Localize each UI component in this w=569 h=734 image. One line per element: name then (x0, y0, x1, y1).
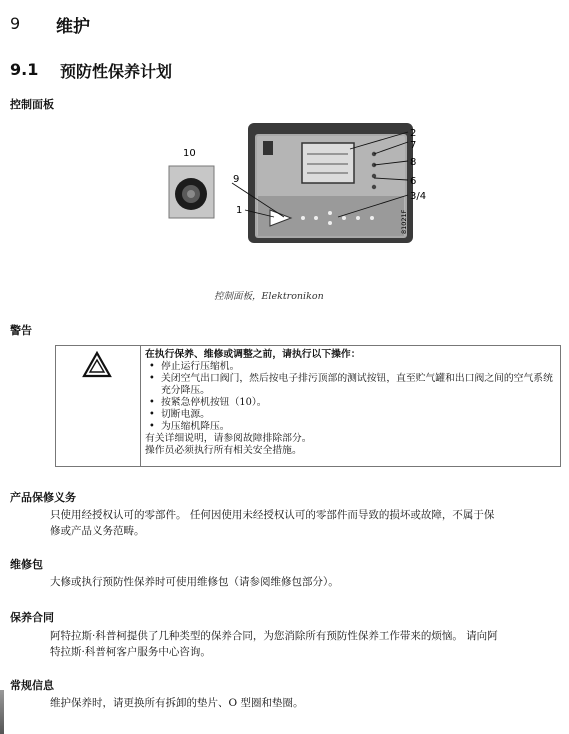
warranty-line-1: 只使用经授权认可的零部件。 任何因使用未经授权认可的零部件而导致的损坏或故障，不属于保 (50, 509, 495, 521)
section-title: 预防性保养计划 (60, 62, 173, 81)
warning-triangle-icon (82, 351, 112, 379)
callout-1: 1 (236, 205, 243, 216)
warranty-heading: 产品保修义务 (10, 491, 76, 504)
callout-3-4: 3/4 (410, 191, 427, 202)
warranty-line-2: 修或产品义务范畴。 (50, 525, 145, 537)
section-number: 9.1 (10, 60, 39, 79)
warning-footer-1: 有关详细说明，请参阅故障排除部分。 (145, 433, 312, 444)
warning-intro: 在执行保养、维修或调整之前，请执行以下操作： (145, 349, 361, 360)
page-edge-shadow (0, 690, 4, 734)
panel-code: 81021F (400, 209, 408, 234)
warning-item: • 切断电源。 (145, 409, 557, 421)
emergency-stop-button-figure (169, 166, 214, 218)
warning-item: • 为压缩机降压。 (145, 421, 557, 433)
callout-9: 9 (233, 174, 240, 185)
general-text: 维护保养时，请更换所有拆卸的垫片、O 型圈和垫圈。 (50, 697, 304, 709)
controller-figure (248, 123, 413, 243)
warning-box (55, 345, 561, 467)
chapter-number: 9 (10, 14, 21, 33)
callout-8: 8 (410, 157, 417, 168)
warning-item: • 关闭空气出口阀门，然后按电子排污顶部的测试按钮，直至贮气罐和出口阀之间的空气系统充分降压。 (145, 373, 557, 397)
warning-item: • 按紧急停机按钮（10）。 (145, 397, 557, 409)
warning-footer-2: 操作员必须执行所有相关安全措施。 (145, 445, 302, 456)
kit-heading: 维修包 (10, 558, 43, 571)
warning-item: • 停止运行压缩机。 (145, 361, 557, 373)
control-panel-illustration (160, 118, 450, 248)
chapter-title: 维护 (56, 17, 90, 37)
callout-2: 2 (410, 128, 417, 139)
callout-6: 6 (410, 176, 417, 187)
contract-line-2: 特拉斯·科普柯客户服务中心咨询。 (50, 646, 211, 658)
kit-text: 大修或执行预防性保养时可使用维修包（请参阅维修包部分）。 (50, 576, 339, 588)
figure-caption: 控制面板，Elektronikon (214, 291, 324, 302)
contract-heading: 保养合同 (10, 611, 54, 624)
contract-line-1: 阿特拉斯·科普柯提供了几种类型的保养合同，为您消除所有预防性保养工作带来的烦恼。 请向阿 (50, 630, 498, 642)
control-panel-heading: 控制面板 (10, 98, 54, 111)
warning-heading: 警告 (10, 324, 32, 337)
warning-list (145, 361, 557, 433)
callout-10: 10 (183, 148, 196, 159)
callout-7: 7 (410, 140, 417, 151)
general-heading: 常规信息 (10, 679, 54, 692)
